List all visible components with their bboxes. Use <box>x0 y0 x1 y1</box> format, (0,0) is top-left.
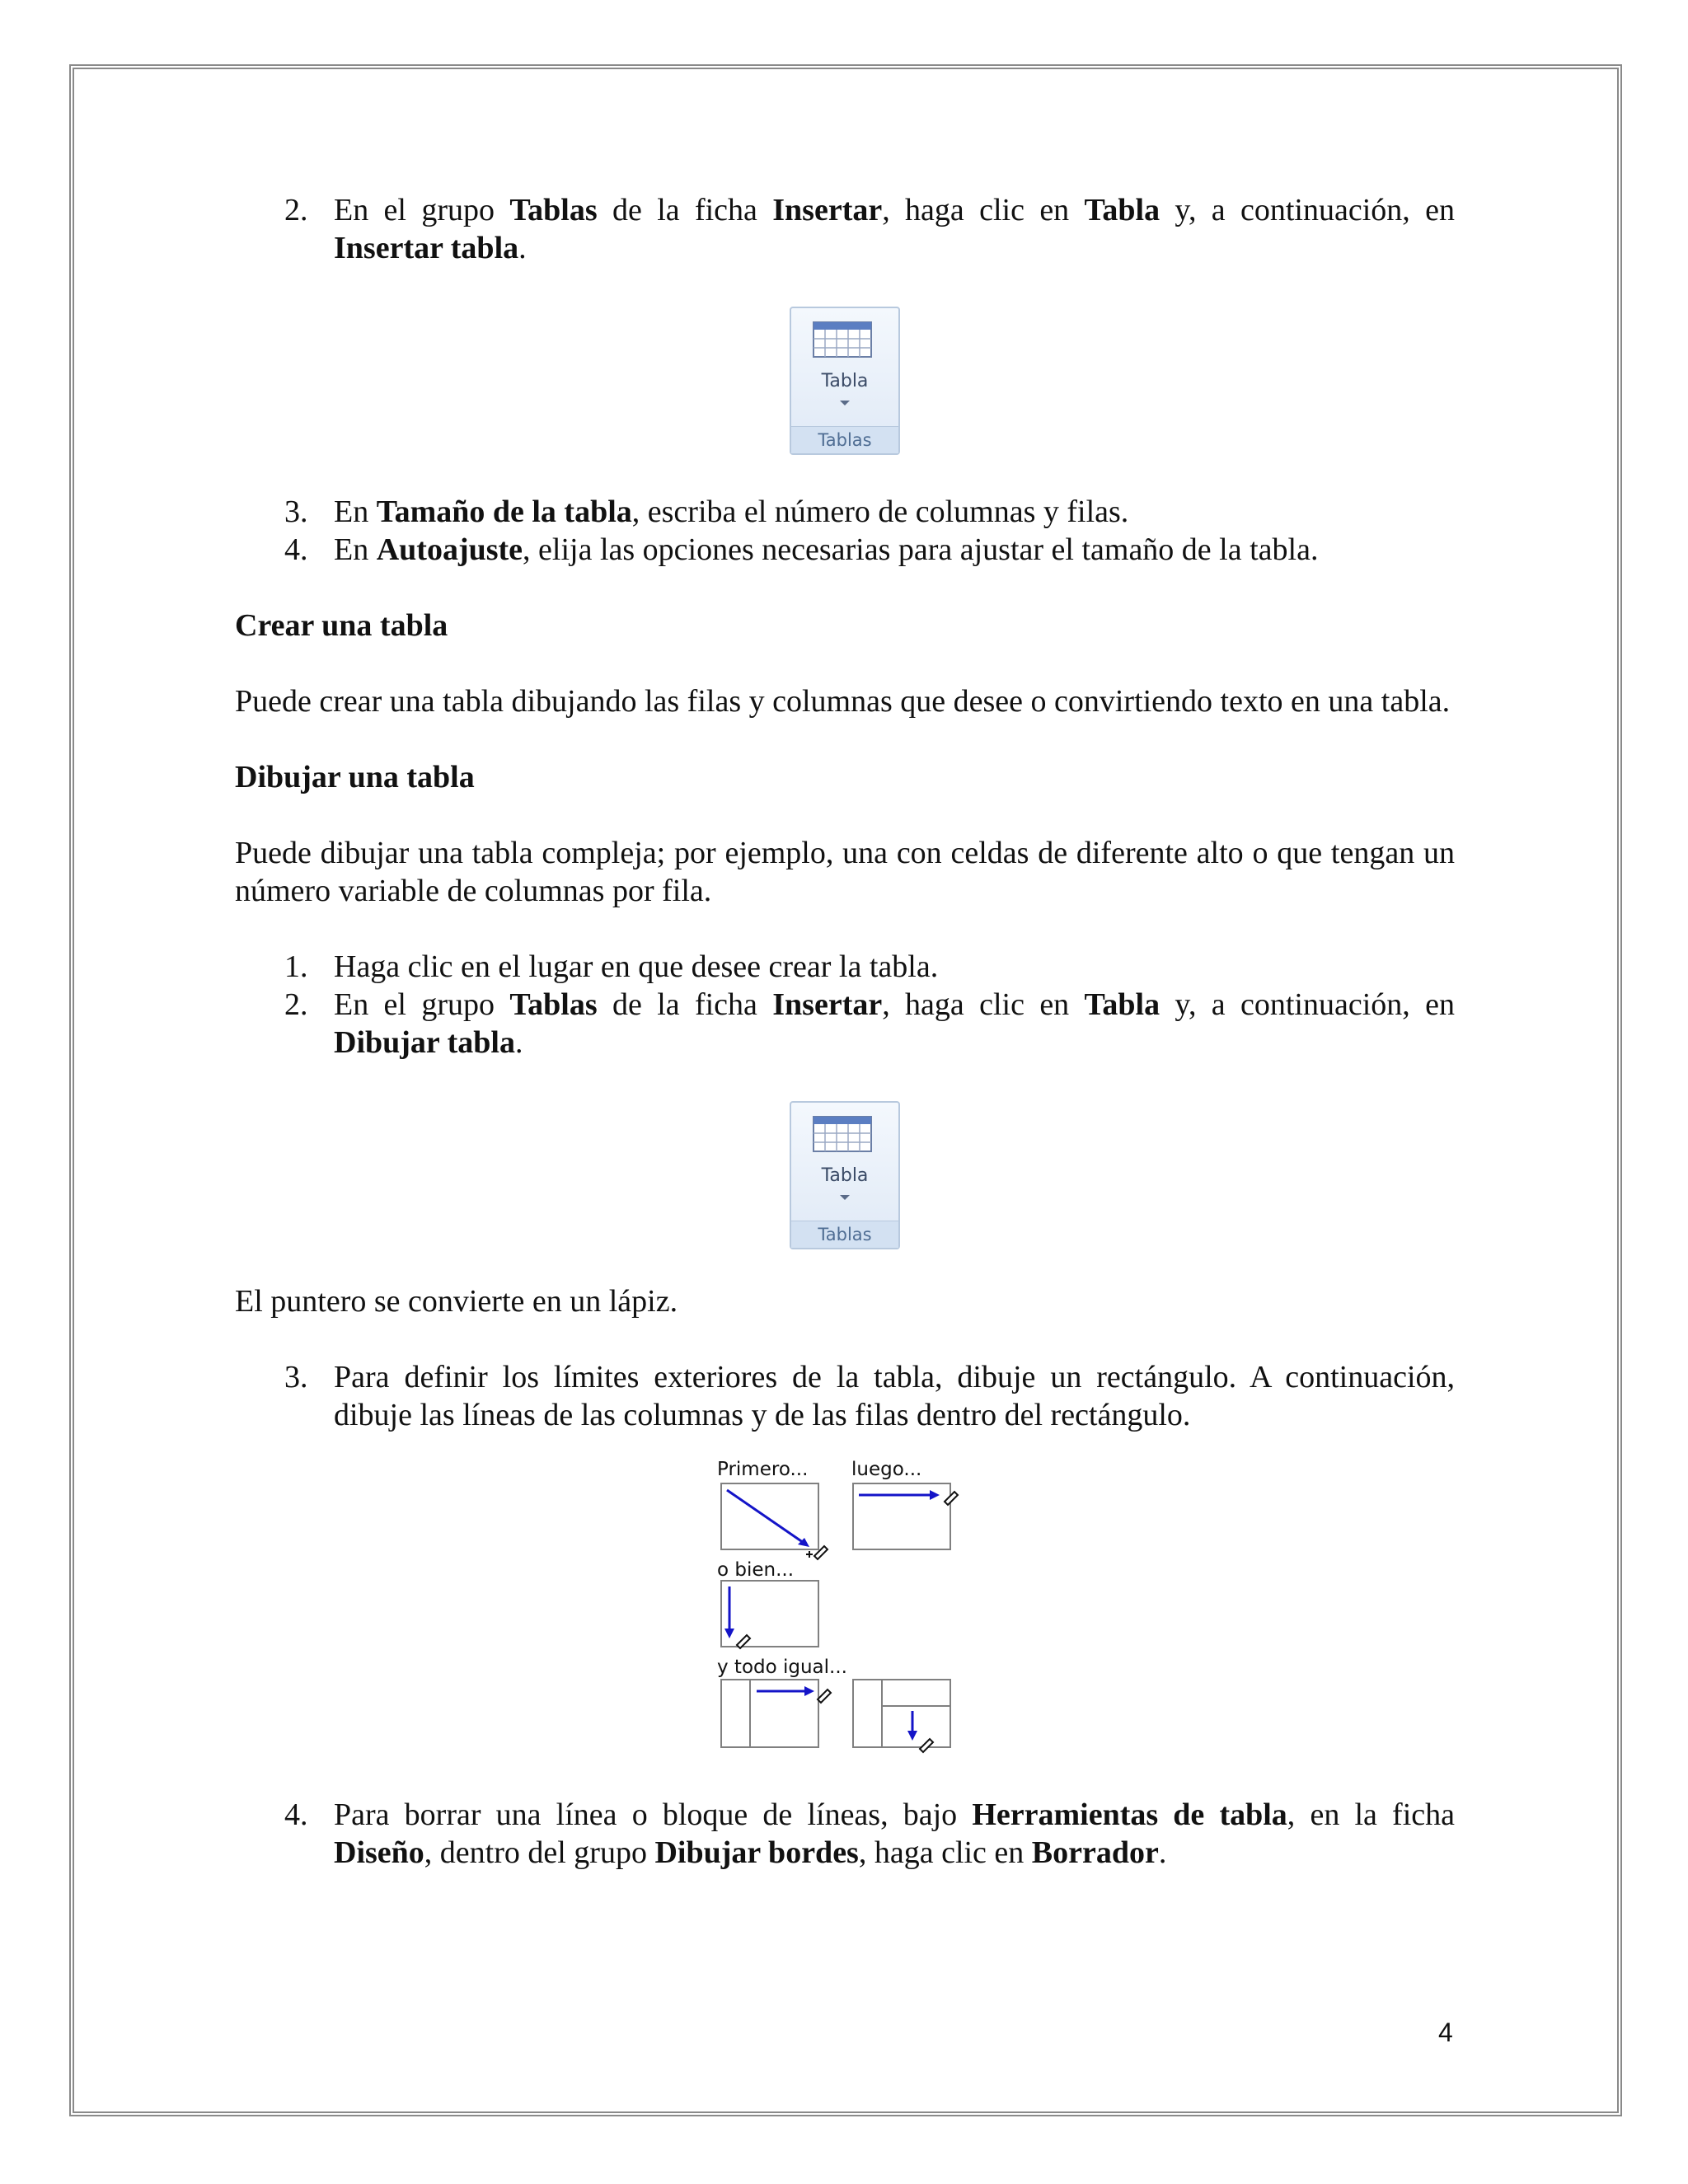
text-run: , haga clic en <box>882 987 1085 1022</box>
list-text <box>334 493 1455 531</box>
ribbon-group-label: Tablas <box>791 1221 898 1248</box>
ribbon-button-label: Tabla <box>821 371 869 391</box>
draw-table-steps <box>717 1459 973 1760</box>
bold-run: Autoajuste <box>376 532 523 567</box>
table-ribbon-button <box>790 307 900 455</box>
text-run: , dentro del grupo <box>424 1835 655 1870</box>
chevron-down-icon <box>840 401 850 405</box>
text-run: , haga clic en <box>858 1835 1032 1870</box>
text-run: Para borrar una línea o bloque de líneas, bajo <box>334 1797 973 1832</box>
ribbon-screenshot <box>235 307 1455 455</box>
table-ribbon-button <box>790 1101 900 1249</box>
list-item <box>235 531 1455 569</box>
list-number: 4. <box>284 532 308 567</box>
caption-or: o bien... <box>717 1559 795 1581</box>
bold-run: Insertar <box>772 987 883 1022</box>
text-run: . <box>1158 1835 1167 1870</box>
text-run: En <box>334 532 377 567</box>
bold-run: Dibujar bordes <box>654 1835 859 1870</box>
paragraph: Puede crear una tabla dibujando las filas y columnas que desee o convirtiendo texto en una tabla. <box>235 684 1451 719</box>
text-run: En el grupo <box>334 193 510 227</box>
chevron-down-icon <box>840 1195 850 1200</box>
text-run: . <box>514 1025 523 1060</box>
text-run: En <box>334 494 377 529</box>
ribbon-screenshot <box>235 1101 1455 1249</box>
bold-run: Tablas <box>509 193 598 227</box>
paragraph: Puede dibujar una tabla compleja; por ejemplo, una con celdas de diferente alto o que tengan un número variable de columnas por fila. <box>235 836 1455 908</box>
text-run: y, a continuación, en <box>1160 987 1455 1022</box>
text-run: , haga clic en <box>882 193 1085 227</box>
list-number: 3. <box>284 494 308 529</box>
caption-then: luego... <box>851 1459 922 1480</box>
bold-run: Dibujar tabla <box>334 1025 515 1060</box>
document-body <box>235 191 1455 1872</box>
table-grid-icon <box>813 1116 872 1152</box>
bold-run: Insertar tabla <box>334 231 519 265</box>
list-item <box>235 1358 1455 1434</box>
caption-first: Primero... <box>717 1459 809 1480</box>
bold-run: Herramientas de tabla <box>972 1797 1287 1832</box>
bold-run: Borrador <box>1031 1835 1159 1870</box>
list-number: 3. <box>284 1360 308 1394</box>
list-text <box>334 191 1455 267</box>
list-text <box>334 531 1455 569</box>
section-heading: Dibujar una tabla <box>235 760 475 794</box>
list-text <box>334 986 1455 1062</box>
text-run: de la ficha <box>597 987 773 1022</box>
text-run: , en la ficha <box>1287 1797 1455 1832</box>
list-number: 4. <box>284 1797 308 1832</box>
list-number: 2. <box>284 193 308 227</box>
paragraph: El puntero se convierte en un lápiz. <box>235 1284 678 1319</box>
text-run: y, a continuación, en <box>1160 193 1455 227</box>
list-text: Para definir los límites exteriores de la tabla, dibuje un rectángulo. A continuación, dibuje las líneas de las columnas y de las filas dentro del rectángulo. <box>334 1360 1455 1432</box>
bold-run: Diseño <box>334 1835 424 1870</box>
text-run: de la ficha <box>597 193 773 227</box>
text-run: , elija las opciones necesarias para ajustar el tamaño de la tabla. <box>523 532 1319 567</box>
bold-run: Tamaño de la tabla <box>376 494 632 529</box>
bold-run: Tabla <box>1084 987 1160 1022</box>
list-text <box>334 1796 1455 1872</box>
drawing-illustration <box>235 1459 1455 1760</box>
ribbon-button-label: Tabla <box>821 1165 869 1186</box>
list-number: 1. <box>284 949 308 984</box>
pencil-drawing-figure <box>717 1459 973 1760</box>
list-item <box>235 493 1455 531</box>
list-item <box>235 191 1455 267</box>
bold-run: Tablas <box>509 987 598 1022</box>
list-item <box>235 1796 1455 1872</box>
list-item <box>235 948 1455 986</box>
section-heading: Crear una tabla <box>235 608 448 643</box>
text-run: En el grupo <box>334 987 510 1022</box>
bold-run: Insertar <box>772 193 883 227</box>
list-item <box>235 986 1455 1062</box>
text-run: , escriba el número de columnas y filas. <box>631 494 1129 529</box>
list-number: 2. <box>284 987 308 1022</box>
list-text: Haga clic en el lugar en que desee crear la tabla. <box>334 949 939 984</box>
ribbon-group-label: Tablas <box>791 426 898 453</box>
caption-same: y todo igual... <box>717 1657 847 1678</box>
bold-run: Tabla <box>1084 193 1160 227</box>
table-grid-icon <box>813 321 872 358</box>
text-run: . <box>518 231 527 265</box>
page-number: 4 <box>1438 2018 1453 2047</box>
